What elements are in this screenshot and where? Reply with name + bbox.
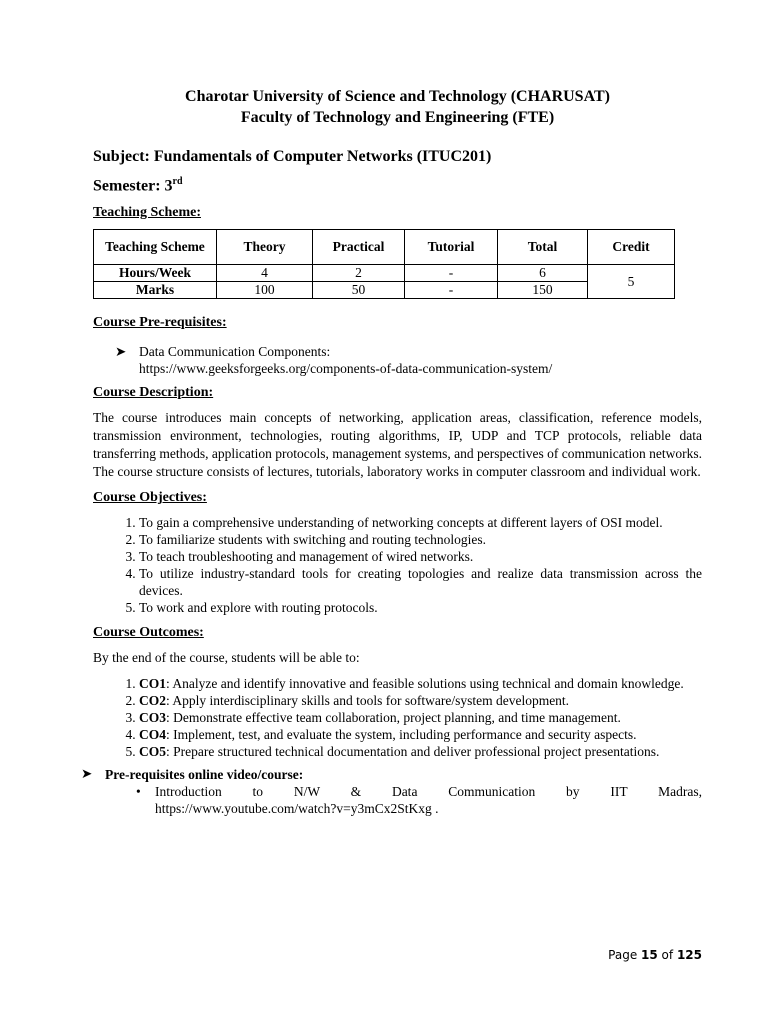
semester-label: Semester: 3	[93, 177, 173, 195]
col-total: Total	[498, 230, 588, 265]
table-row	[94, 282, 675, 299]
cell-theory-marks: 100	[217, 282, 313, 299]
cell-total-hours: 6	[498, 265, 588, 282]
outcome-text: : Analyze and identify innovative and feasible solutions using technical and domain knowledge.	[166, 676, 684, 692]
subject-title: Subject: Fundamentals of Computer Networks (ITUC201)	[93, 148, 492, 165]
online-prerequisites-title: Pre-requisites online video/course:	[105, 767, 304, 783]
outcomes-list	[93, 675, 702, 760]
list-item: 1. To gain a comprehensive understanding of networking concepts at different layers of OSI model.	[139, 514, 702, 531]
arrowhead-bullet-icon: ➤	[81, 766, 93, 782]
cell-tutorial-marks: -	[405, 282, 498, 299]
page-mid: of	[657, 948, 677, 962]
document-page	[81, 86, 702, 817]
prerequisite-link[interactable]: https://www.geeksforgeeks.org/components-of-data-communication-system/	[139, 361, 553, 377]
page-current: 15	[641, 948, 658, 962]
description-heading: Course Description:	[93, 385, 214, 401]
online-prerequisites	[81, 766, 702, 783]
outcome-code: CO3	[139, 710, 166, 726]
table-row	[94, 265, 675, 282]
outcome-text: : Prepare structured technical documentation and deliver professional project presentations.	[166, 744, 660, 760]
prerequisite-item	[115, 343, 702, 377]
page-total: 125	[676, 948, 702, 962]
prerequisites-heading: Course Pre-requisites:	[93, 315, 227, 331]
outcomes-intro: By the end of the course, students will be able to:	[93, 650, 360, 666]
teaching-scheme-table	[93, 229, 675, 299]
row-label-hours: Hours/Week	[94, 265, 217, 282]
list-item: 3. To teach troubleshooting and management of wired networks.	[139, 548, 702, 565]
col-credit: Credit	[588, 230, 675, 265]
outcome-text: : Implement, test, and evaluate the system, including performance and security aspects.	[166, 727, 637, 743]
col-practical: Practical	[313, 230, 405, 265]
arrowhead-bullet-icon: ➤	[115, 344, 127, 360]
course-description-text: The course introduces main concepts of networking, application areas, classification, reference models, transmission environment, technologies, routing algorithms, IP, UDP and TCP protocols, reliable data transferring methods, application protocols, management systems, and perspectives of communication networks. The course structure consists of lectures, tutorials, laboratory works in computer classroom and individual work.	[93, 410, 702, 480]
semester-title	[93, 176, 702, 195]
col-theory: Theory	[217, 230, 313, 265]
online-course-text: Introduction to N/W & Data Communication by IIT Madras,	[155, 784, 702, 800]
prerequisite-title: Data Communication Components:	[139, 344, 331, 360]
university-name: Charotar University of Science and Technology (CHARUSAT)	[185, 88, 610, 105]
outcome-code: CO1	[139, 676, 166, 692]
list-item: 2. To familiarize students with switching and routing technologies.	[139, 531, 702, 548]
list-item	[139, 726, 702, 743]
page-number	[608, 948, 702, 962]
outcome-code: CO4	[139, 727, 166, 743]
cell-tutorial-hours: -	[405, 265, 498, 282]
list-item: 5. To work and explore with routing protocols.	[139, 599, 702, 616]
list-item	[139, 743, 702, 760]
document-header	[93, 86, 702, 128]
cell-total-marks: 150	[498, 282, 588, 299]
row-label-marks: Marks	[94, 282, 217, 299]
cell-practical-hours: 2	[313, 265, 405, 282]
outcome-text: : Demonstrate effective team collaboration, project planning, and time management.	[166, 710, 621, 726]
online-course-link[interactable]: https://www.youtube.com/watch?v=y3mCx2StKxg .	[155, 801, 439, 817]
page-prefix: Page	[608, 948, 642, 962]
cell-theory-hours: 4	[217, 265, 313, 282]
list-item	[139, 709, 702, 726]
teaching-scheme-heading: Teaching Scheme:	[93, 205, 201, 221]
outcome-text: : Apply interdisciplinary skills and tools for software/system development.	[166, 693, 570, 709]
outcome-code: CO5	[139, 744, 166, 760]
outcomes-heading: Course Outcomes:	[93, 625, 204, 641]
outcome-code: CO2	[139, 693, 166, 709]
semester-suffix: rd	[172, 176, 183, 187]
online-course-item	[136, 783, 702, 817]
col-teaching-scheme: Teaching Scheme	[94, 230, 217, 265]
faculty-name: Faculty of Technology and Engineering (FTE)	[240, 109, 555, 126]
table-header-row	[94, 230, 675, 265]
list-item: 4. To utilize industry-standard tools for creating topologies and realize data transmission across the devices.	[139, 565, 702, 599]
objectives-list	[93, 514, 702, 616]
bullet-dot-icon: •	[136, 784, 141, 800]
col-tutorial: Tutorial	[405, 230, 498, 265]
list-item	[139, 675, 702, 692]
cell-credit: 5	[588, 265, 675, 299]
cell-practical-marks: 50	[313, 282, 405, 299]
objectives-heading: Course Objectives:	[93, 490, 207, 506]
list-item	[139, 692, 702, 709]
